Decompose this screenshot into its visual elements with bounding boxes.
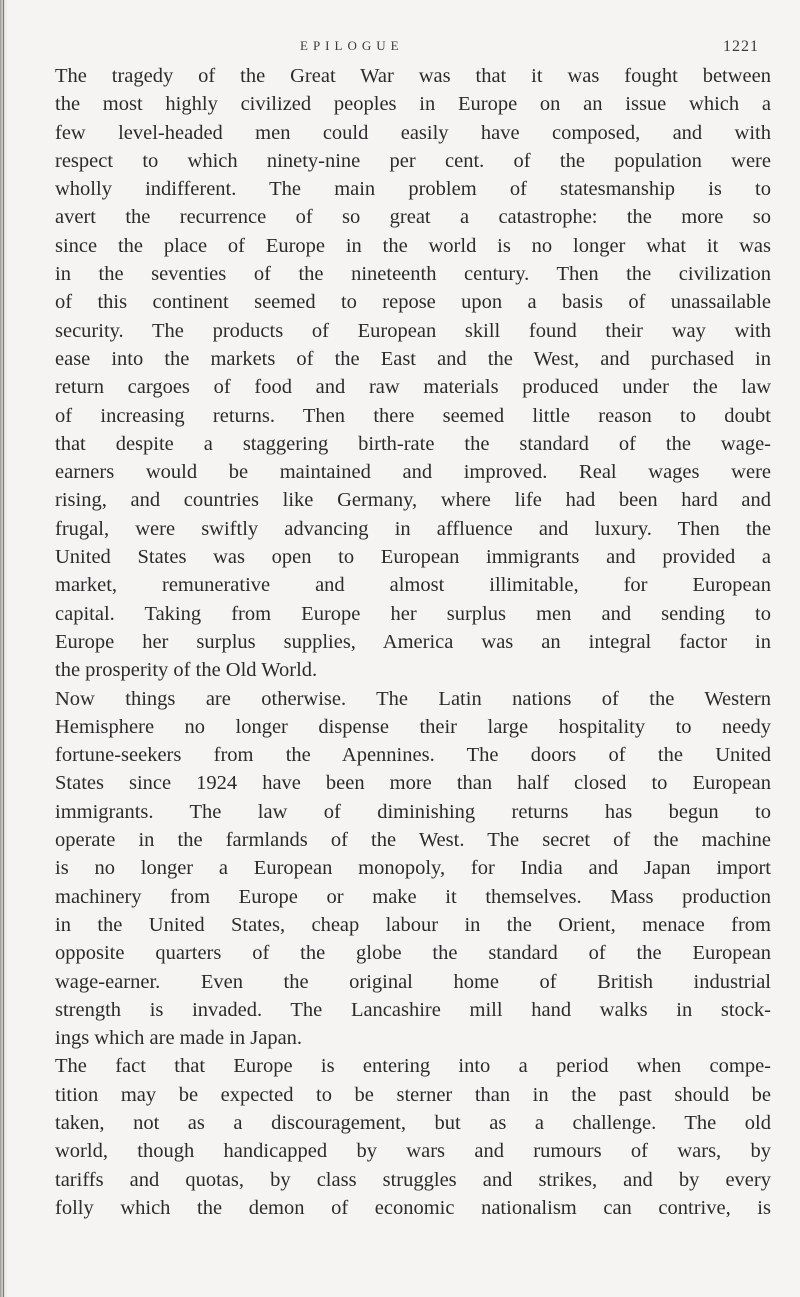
- text-line: of increasing returns. Then there seemed little reason to doubt: [55, 404, 771, 427]
- text-line: the most highly civilized peoples in Europe on an issue which a: [55, 93, 771, 116]
- text-line: Europe her surplus supplies, America was an integral factor in: [55, 630, 771, 653]
- paragraph-start-line: Now things are otherwise. The Latin nations of the Western: [55, 687, 771, 710]
- text-line: of this continent seemed to repose upon a basis of unassailable: [55, 291, 771, 314]
- text-line: folly which the demon of economic nationalism can contrive, is: [55, 1196, 771, 1219]
- text-line: return cargoes of food and raw materials produced under the law: [55, 376, 771, 399]
- text-line: tariffs and quotas, by class struggles and strikes, and by every: [55, 1168, 771, 1191]
- text-line: in the United States, cheap labour in the Orient, menace from: [55, 913, 771, 936]
- text-line: The tragedy of the Great War was that it was fought between: [55, 65, 771, 87]
- text-line: world, though handicapped by wars and rumours of wars, by: [55, 1140, 771, 1163]
- text-line: machinery from Europe or make it themselves. Mass production: [55, 885, 771, 908]
- text-line: opposite quarters of the globe the standard of the European: [55, 942, 771, 965]
- text-line: operate in the farmlands of the West. The secret of the machine: [55, 829, 771, 852]
- text-line: is no longer a European monopoly, for India and Japan import: [55, 857, 771, 880]
- text-line: earners would be maintained and improved. Real wages were: [55, 461, 771, 484]
- text-line: few level-headed men could easily have composed, and with: [55, 121, 771, 144]
- text-line: wage-earner. Even the original home of British industrial: [55, 970, 771, 993]
- text-line: fortune-seekers from the Apennines. The doors of the United: [55, 744, 771, 767]
- paragraph-end-line: the prosperity of the Old World.: [55, 659, 318, 682]
- page-number: 1221: [723, 38, 759, 55]
- text-line: ease into the markets of the East and the West, and purchased in: [55, 347, 771, 370]
- text-line: since the place of Europe in the world is no longer what it was: [55, 234, 771, 257]
- body-text: [55, 62, 771, 1222]
- text-line: immigrants. The law of diminishing returns has begun to: [55, 800, 771, 823]
- running-head: [0, 0, 800, 60]
- text-line: that despite a staggering birth-rate the standard of the wage-: [55, 432, 771, 455]
- text-line: capital. Taking from Europe her surplus men and sending to: [55, 602, 771, 625]
- text-line: in the seventies of the nineteenth century. Then the civilization: [55, 263, 771, 286]
- page-binding-line: [3, 0, 4, 1297]
- text-line: tition may be expected to be sterner than in the past should be: [55, 1083, 771, 1106]
- text-line: rising, and countries like Germany, where life had been hard and: [55, 489, 771, 512]
- text-line: States since 1924 have been more than half closed to European: [55, 772, 771, 795]
- text-line: strength is invaded. The Lancashire mill hand walks in stock-: [55, 998, 771, 1021]
- paragraph-end-line: ings which are made in Japan.: [55, 1027, 303, 1050]
- text-line: avert the recurrence of so great a catastrophe: the more so: [55, 206, 771, 229]
- text-line: United States was open to European immigrants and provided a: [55, 546, 771, 569]
- text-line: taken, not as a discouragement, but as a challenge. The old: [55, 1111, 771, 1134]
- text-line: frugal, were swiftly advancing in affluence and luxury. Then the: [55, 517, 771, 540]
- text-line: market, remunerative and almost illimitable, for European: [55, 574, 771, 597]
- text-line: Hemisphere no longer dispense their large hospitality to needy: [55, 715, 771, 738]
- text-line: security. The products of European skill found their way with: [55, 319, 771, 342]
- paragraph-start-line: The fact that Europe is entering into a period when compe-: [55, 1055, 771, 1078]
- text-line: respect to which ninety-nine per cent. of the population were: [55, 149, 771, 172]
- text-line: wholly indifferent. The main problem of statesmanship is to: [55, 178, 771, 201]
- running-head-title: EPILOGUE: [300, 38, 404, 53]
